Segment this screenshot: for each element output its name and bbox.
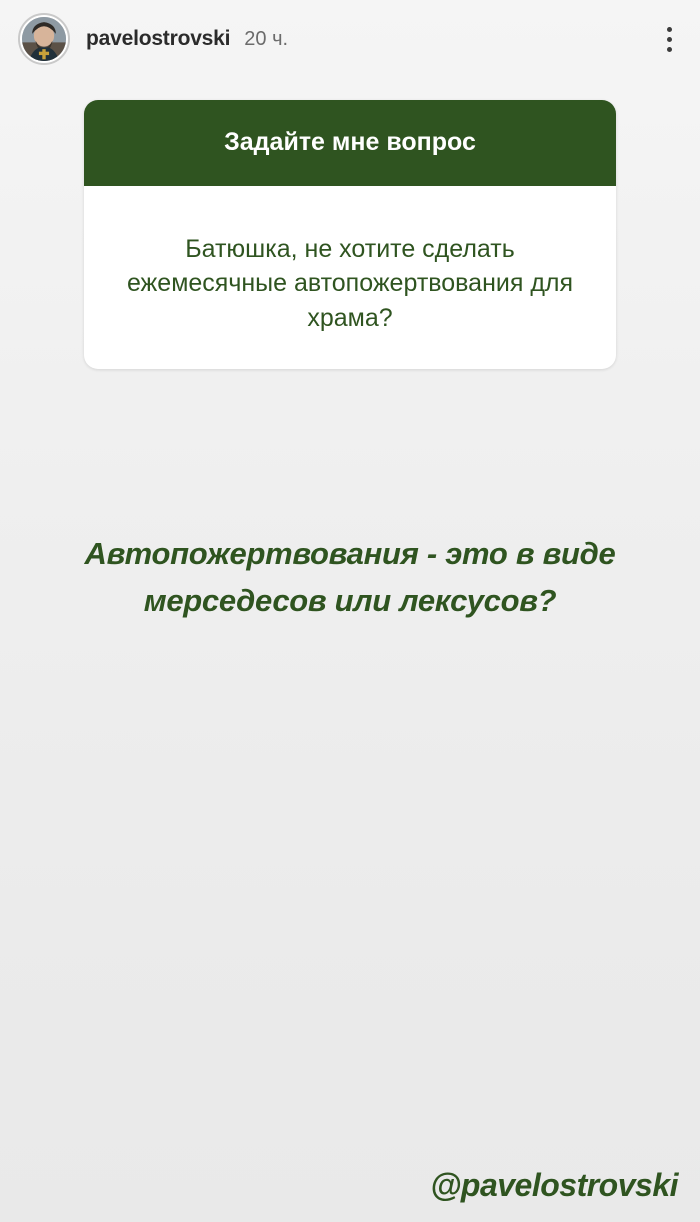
avatar-image	[22, 17, 66, 61]
avatar[interactable]	[18, 13, 70, 65]
answer-text: Автопожертвования - это в виде мерседесов или лексусов?	[84, 536, 616, 619]
story-header	[0, 0, 700, 78]
sticker-prompt: Задайте мне вопрос	[84, 100, 616, 186]
question-sticker[interactable]	[84, 100, 616, 369]
timestamp: 20 ч.	[244, 27, 289, 50]
more-dot	[667, 47, 672, 52]
watermark-handle: @pavelostrovski	[430, 1167, 678, 1203]
more-dot	[667, 27, 672, 32]
more-options-icon[interactable]	[656, 22, 682, 56]
username[interactable]: pavelostrovski	[86, 27, 231, 50]
more-dot	[667, 37, 672, 42]
sticker-question-text: Батюшка, не хотите сделать ежемесячные автопожертвования для храма?	[126, 234, 574, 332]
